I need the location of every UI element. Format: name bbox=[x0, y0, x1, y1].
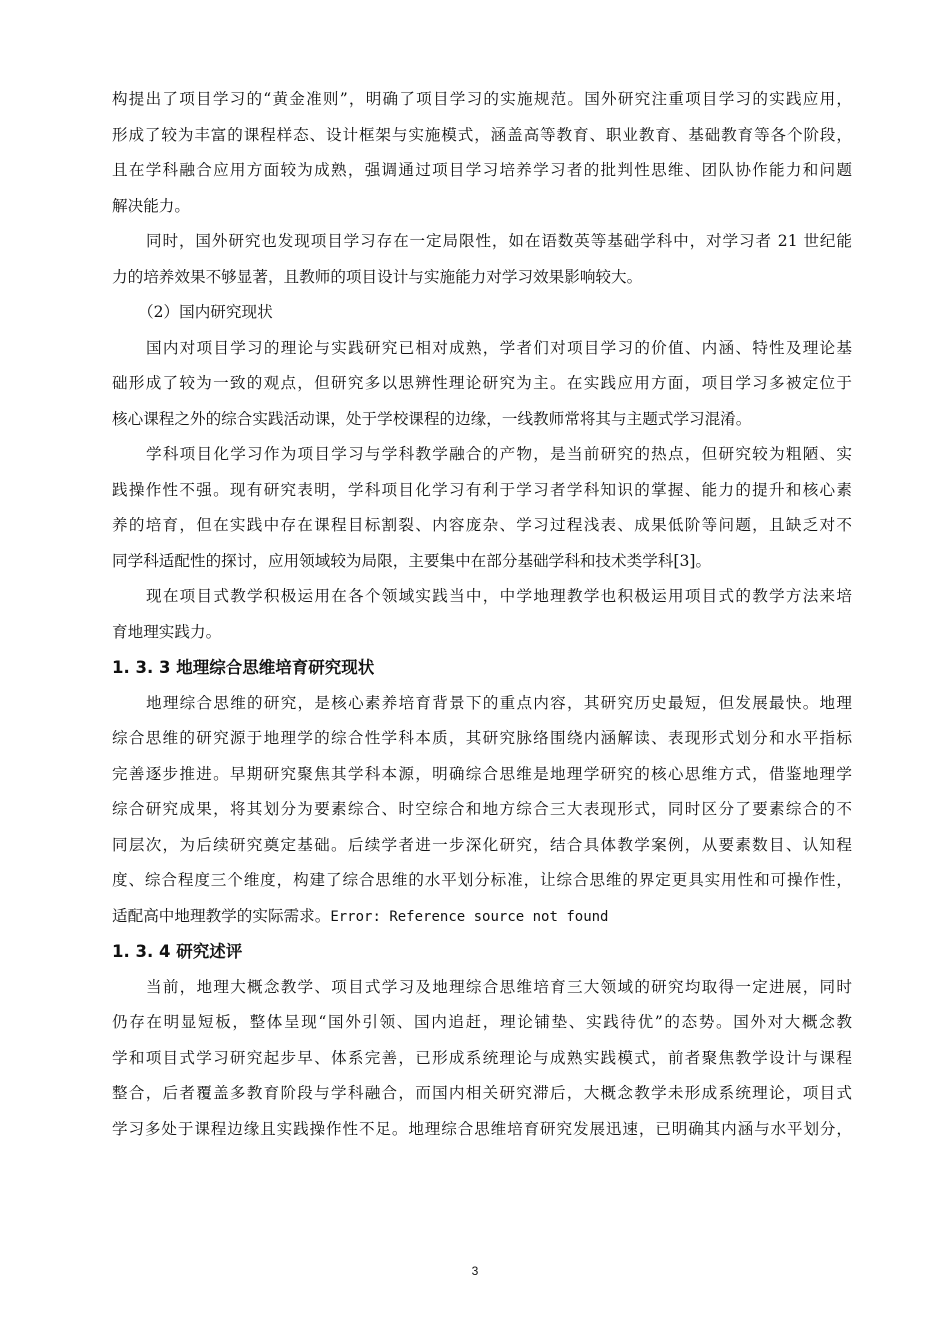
subheading-domestic-research: （2）国内研究现状 bbox=[138, 303, 273, 321]
text-line: 育地理实践力。 bbox=[112, 622, 222, 641]
section-heading-1-3-3: 1. 3. 3 地理综合思维培育研究现状 bbox=[112, 658, 375, 677]
text-line: 力的培养效果不够显著，且教师的项目设计与实施能力对学习效果影响较大。 bbox=[112, 267, 643, 286]
text-line: 解决能力。 bbox=[112, 196, 190, 215]
text-line: 地理综合思维的研究，是核心素养培育背景下的重点内容，其研究历史最短，但发展最快。地理 bbox=[146, 693, 852, 712]
text-line: 仍存在明显短板，整体呈现“国外引领、国内追赶，理论铺垫、实践待优”的态势。国外对大概念教 bbox=[112, 1013, 852, 1031]
text-line: 现在项目式教学积极运用在各个领域实践当中，中学地理教学也积极运用项目式的教学方法来培 bbox=[146, 587, 852, 605]
text-line-with-error bbox=[112, 899, 852, 935]
text-line: 学习多处于课程边缘且实践操作性不足。地理综合思维培育研究发展迅速，已明确其内涵与水平划分， bbox=[112, 1119, 852, 1138]
text-line: 国内对项目学习的理论与实践研究已相对成熟，学者们对项目学习的价值、内涵、特性及理论基 bbox=[146, 338, 852, 357]
text-line: 核心课程之外的综合实践活动课，处于学校课程的边缘，一线教师常将其与主题式学习混淆。 bbox=[112, 409, 752, 428]
document-page bbox=[112, 82, 852, 1147]
paragraph-domestic-research bbox=[112, 331, 852, 438]
text-line: 构提出了项目学习的“黄金准则”，明确了项目学习的实施规范。国外研究注重项目学习的实践应用， bbox=[112, 90, 852, 108]
text-line: 综合思维的研究源于地理学的综合性学科本质，其研究脉络围绕内涵解读、表现形式划分和水平指标 bbox=[112, 729, 852, 747]
text-segment: 适配高中地理教学的实际需求。 bbox=[112, 906, 331, 925]
paragraph-subject-project-learning bbox=[112, 437, 852, 579]
paragraph-foreign-limitations bbox=[112, 224, 852, 295]
reference-error-text: Error: Reference source not found bbox=[330, 908, 609, 925]
text-line: 践操作性不强。现有研究表明，学科项目化学习有利于学习者学科知识的掌握、能力的提升和核心素 bbox=[112, 480, 852, 499]
text-line: 同层次，为后续研究奠定基础。后续学者进一步深化研究，结合具体教学案例，从要素数目、认知程 bbox=[112, 835, 852, 854]
paragraph-project-teaching-practice bbox=[112, 579, 852, 650]
paragraph-foreign-research-continued bbox=[112, 82, 852, 224]
text-line: 且在学科融合应用方面较为成熟，强调通过项目学习培养学习者的批判性思维、团队协作能力和问题 bbox=[112, 161, 852, 179]
text-line: 同时，国外研究也发现项目学习存在一定局限性，如在语数英等基础学科中，对学习者 21 世纪能 bbox=[146, 232, 852, 250]
page-number: 3 bbox=[471, 1264, 479, 1278]
text-line: 学和项目式学习研究起步早、体系完善，已形成系统理论与成熟实践模式，前者聚焦教学设计与课程 bbox=[112, 1048, 852, 1067]
text-line: 学科项目化学习作为项目学习与学科教学融合的产物，是当前研究的热点，但研究较为粗陋、实 bbox=[146, 445, 852, 463]
text-line: 完善逐步推进。早期研究聚焦其学科本源，明确综合思维是地理学研究的核心思维方式，借鉴地理学 bbox=[112, 764, 852, 783]
paragraph-research-review bbox=[112, 970, 852, 1148]
paragraph-geographic-thinking bbox=[112, 686, 852, 935]
text-line: 度、综合程度三个维度，构建了综合思维的水平划分标准，让综合思维的界定更具实用性和可操作性， bbox=[112, 871, 852, 889]
section-heading-1-3-4: 1. 3. 4 研究述评 bbox=[112, 942, 243, 961]
text-line: 础形成了较为一致的观点，但研究多以思辨性理论研究为主。在实践应用方面，项目学习多被定位于 bbox=[112, 374, 852, 392]
text-line: 养的培育，但在实践中存在课程目标割裂、内容庞杂、学习过程浅表、成果低阶等问题，且缺乏对不 bbox=[112, 516, 852, 534]
text-line: 综合研究成果，将其划分为要素综合、时空综合和地方综合三大表现形式，同时区分了要素综合的不 bbox=[112, 800, 852, 818]
text-line: 当前，地理大概念教学、项目式学习及地理综合思维培育三大领域的研究均取得一定进展，同时 bbox=[146, 977, 852, 996]
text-line: 整合，后者覆盖多教育阶段与学科融合，而国内相关研究滞后，大概念教学未形成系统理论，项目式 bbox=[112, 1084, 852, 1102]
text-line: 同学科适配性的探讨，应用领域较为局限，主要集中在部分基础学科和技术类学科[3]。 bbox=[112, 551, 712, 570]
text-line: 形成了较为丰富的课程样态、设计框架与实施模式，涵盖高等教育、职业教育、基础教育等各个阶段， bbox=[112, 125, 852, 144]
